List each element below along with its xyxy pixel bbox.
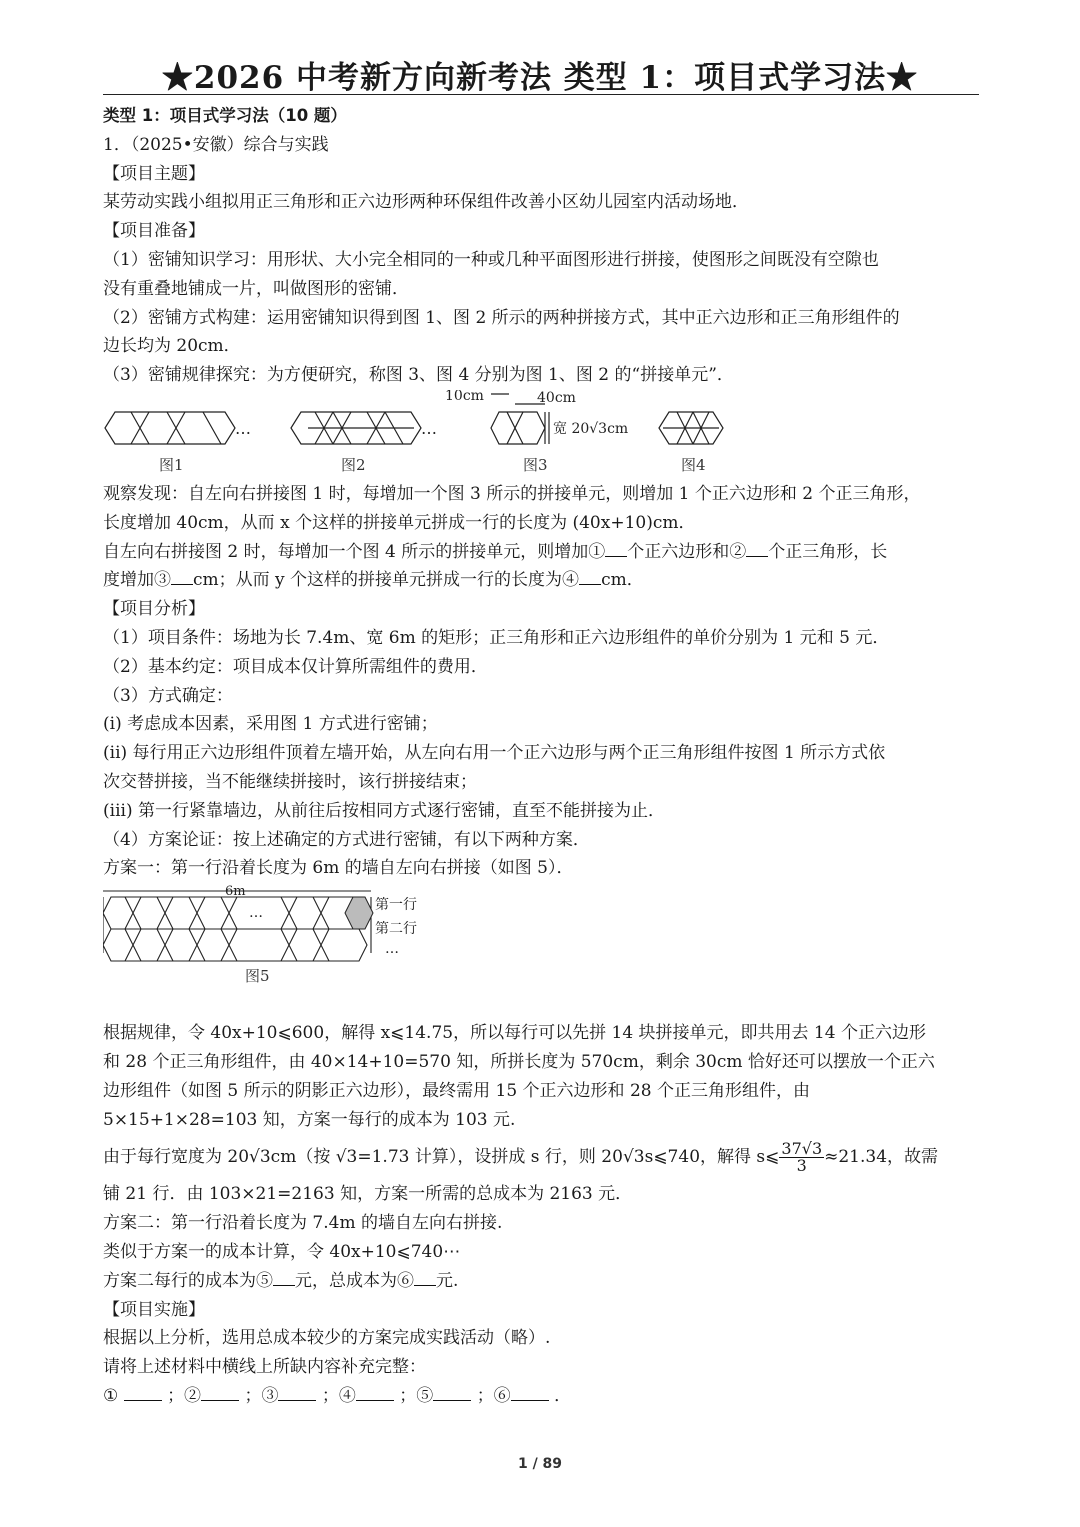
analysis-i: (i) 考虑成本因素，采用图 1 方式进行密铺； bbox=[103, 714, 438, 735]
prep-2b: 边长均为 20cm． bbox=[103, 336, 241, 357]
answer-3-blank bbox=[278, 1384, 316, 1401]
figure-5-caption: 图5 bbox=[245, 967, 270, 986]
blank-3 bbox=[171, 568, 193, 585]
theme-heading: 【项目主题】 bbox=[103, 163, 205, 184]
figure-5-more-rows: … bbox=[385, 941, 399, 958]
plan1-text-b: 和 28 个正三角形组件，由 40×14+10=570 知，所拼长度为 570cm，剩余 30cm 恰好还可以摆放一个正六 bbox=[103, 1051, 935, 1072]
page-number: 1 / 89 bbox=[517, 1456, 563, 1472]
answer-6-blank bbox=[511, 1384, 549, 1401]
figure-5-length-label: 6m bbox=[225, 884, 246, 900]
answer-2-label: ；② bbox=[167, 1385, 202, 1406]
analysis-ii-a: (ii) 每行用正六边形组件顶着左墙开始，从左向右用一个正六边形与两个正三角形组件按图 1 所示方式依 bbox=[103, 743, 886, 764]
figure-5-row1-label: 第一行 bbox=[375, 897, 417, 914]
plan2-text-a: 类似于方案一的成本计算，令 40x+10⩽740⋯ bbox=[103, 1241, 461, 1262]
prep-1a: （1）密铺知识学习：用形状、大小完全相同的一种或几种平面图形进行拼接，使图形之间既没有空隙也 bbox=[103, 249, 879, 270]
figure-2-tiling bbox=[291, 412, 421, 444]
answer-4-blank bbox=[356, 1384, 394, 1401]
obs-3-part-a: 自左向右拼接图 2 时，每增加一个图 4 所示的拼接单元，则增加① bbox=[103, 541, 606, 562]
plan2-text-b bbox=[103, 1267, 979, 1296]
plan2-head: 方案二：第一行沿着长度为 7.4m 的墙自左向右拼接. bbox=[103, 1213, 503, 1234]
obs-3 bbox=[103, 538, 979, 567]
obs-4 bbox=[103, 566, 979, 595]
analysis-heading: 【项目分析】 bbox=[103, 599, 205, 620]
plan1-text-f: 铺 21 行．由 103×21=2163 知，方案一所需的总成本为 2163 元． bbox=[103, 1184, 633, 1205]
answer-3-label: ；③ bbox=[244, 1385, 279, 1406]
figure-2-caption: 图2 bbox=[341, 455, 366, 474]
figures-1-4 bbox=[103, 390, 979, 480]
analysis-3: （3）方式确定： bbox=[103, 685, 233, 706]
figure-1-caption: 图1 bbox=[159, 455, 184, 474]
answer-1-blank bbox=[124, 1384, 162, 1401]
obs-3-part-c: 个正三角形，长 bbox=[768, 541, 888, 562]
answer-4-label: ；④ bbox=[321, 1385, 356, 1406]
figure-5 bbox=[103, 883, 979, 995]
figures-1-4-drawing bbox=[103, 390, 979, 480]
figure-1-ellipsis: … bbox=[235, 418, 251, 438]
blank-1 bbox=[605, 540, 627, 557]
blank-6 bbox=[414, 1269, 436, 1286]
fraction-numerator: 37√3 bbox=[781, 1138, 823, 1158]
plan1-text-e bbox=[103, 1134, 979, 1180]
answer-end: ． bbox=[554, 1385, 572, 1406]
figure-5-drawing bbox=[103, 883, 979, 995]
section-title: 类型 1：项目式学习法（10 题） bbox=[103, 106, 347, 125]
analysis-1: （1）项目条件：场地为长 7.4m、宽 6m 的矩形；正三角形和正六边形组件的单价分别为 1 元和 5 元． bbox=[103, 627, 890, 648]
answer-line bbox=[103, 1382, 979, 1411]
plan1-e-part-b: ≈21.34，故需 bbox=[824, 1147, 939, 1168]
figure-3-left-label: 10cm bbox=[445, 389, 484, 404]
figure-3-caption: 图3 bbox=[523, 455, 548, 474]
figure-4-unit bbox=[659, 412, 723, 444]
figure-2-ellipsis: … bbox=[421, 418, 437, 438]
obs-2: 长度增加 40cm，从而 x 个这样的拼接单元拼成一行的长度为 (40x+10)cm． bbox=[103, 512, 696, 533]
answer-5-label: ；⑤ bbox=[399, 1385, 434, 1406]
blank-2 bbox=[746, 540, 768, 557]
obs-3-part-b: 个正六边形和② bbox=[627, 541, 747, 562]
figure-5-ellipsis: … bbox=[249, 905, 263, 922]
page-title: ★2026 中考新方向新考法 类型 1：项目式学习法★ bbox=[161, 60, 919, 96]
theme-text: 某劳动实践小组拟用正三角形和正六边形两种环保组件改善小区幼儿园室内活动场地． bbox=[103, 192, 749, 213]
plan1-text-d: 5×15+1×28=103 知，方案一每行的成本为 103 元. bbox=[103, 1109, 516, 1130]
question-head: 1．（2025•安徽）综合与实践 bbox=[103, 134, 329, 155]
plan2-b-part-c: 元. bbox=[436, 1270, 459, 1291]
fill-prompt: 请将上述材料中横线上所缺内容补充完整： bbox=[103, 1357, 426, 1378]
plan1-e-part-a: 由于每行宽度为 20√3cm（按 √3=1.73 计算），设拼成 s 行，则 20√3s⩽740，解得 s⩽ bbox=[103, 1147, 780, 1168]
analysis-4: （4）方案论证：按上述确定的方式进行密铺，有以下两种方案． bbox=[103, 829, 590, 850]
obs-4-part-a: 度增加③ bbox=[103, 570, 171, 591]
figure-5-row2-label: 第二行 bbox=[375, 921, 417, 938]
analysis-iii: (iii) 第一行紧靠墙边，从前往后按相同方式逐行密铺，直至不能拼接为止． bbox=[103, 800, 665, 821]
analysis-2: （2）基本约定：项目成本仅计算所需组件的费用． bbox=[103, 656, 488, 677]
prep-2a: （2）密铺方式构建：运用密铺知识得到图 1、图 2 所示的两种拼接方式，其中正六边形和正三角形组件的 bbox=[103, 307, 900, 328]
answer-1-label: ① bbox=[103, 1385, 119, 1406]
analysis-ii-b: 次交替拼接，当不能继续拼接时，该行拼接结束； bbox=[103, 771, 477, 792]
answer-6-label: ；⑥ bbox=[476, 1385, 511, 1406]
blank-4 bbox=[579, 568, 601, 585]
figure-3-width-label: 宽 20√3cm bbox=[553, 420, 629, 437]
plan1-head: 方案一：第一行沿着长度为 6m 的墙自左向右拼接（如图 5）． bbox=[103, 858, 574, 879]
figure-4-caption: 图4 bbox=[681, 455, 706, 474]
implementation-text: 根据以上分析，选用总成本较少的方案完成实践活动（略）. bbox=[103, 1328, 551, 1349]
plan2-b-part-a: 方案二每行的成本为⑤ bbox=[103, 1270, 273, 1291]
obs-4-part-c: cm． bbox=[601, 570, 644, 591]
prep-3: （3）密铺规律探究：为方便研究，称图 3、图 4 分别为图 1、图 2 的“拼接单元”． bbox=[103, 365, 734, 386]
implementation-heading: 【项目实施】 bbox=[103, 1299, 205, 1320]
title-rule bbox=[103, 94, 979, 95]
prep-1b: 没有重叠地铺成一片，叫做图形的密铺． bbox=[103, 278, 409, 299]
obs-4-part-b: cm；从而 y 个这样的拼接单元拼成一行的长度为④ bbox=[193, 570, 580, 591]
answer-5-blank bbox=[433, 1384, 471, 1401]
figure-1-tiling bbox=[105, 412, 235, 444]
fraction-denominator: 3 bbox=[796, 1156, 807, 1176]
figure-3-top-label: 40cm bbox=[537, 389, 576, 406]
fraction-37root3-over-3 bbox=[779, 1138, 824, 1176]
answer-2-blank bbox=[201, 1384, 239, 1401]
figure-5-shaded-hexagon bbox=[345, 897, 373, 929]
blank-5 bbox=[273, 1269, 295, 1286]
plan2-b-part-b: 元，总成本为⑥ bbox=[295, 1270, 414, 1291]
plan1-text-a: 根据规律，令 40x+10⩽600，解得 x⩽14.75，所以每行可以先拼 14 块拼接单元，即共用去 14 个正六边形 bbox=[103, 1023, 926, 1044]
spacer bbox=[103, 995, 979, 1019]
document-body bbox=[103, 102, 979, 1411]
obs-1: 观察发现：自左向右拼接图 1 时，每增加一个图 3 所示的拼接单元，则增加 1 个正六边形和 2 个正三角形， bbox=[103, 483, 921, 504]
plan1-text-c: 边形组件（如图 5 所示的阴影正六边形），最终需用 15 个正六边形和 28 个正三角形组件，由 bbox=[103, 1080, 811, 1101]
prep-heading: 【项目准备】 bbox=[103, 221, 205, 242]
